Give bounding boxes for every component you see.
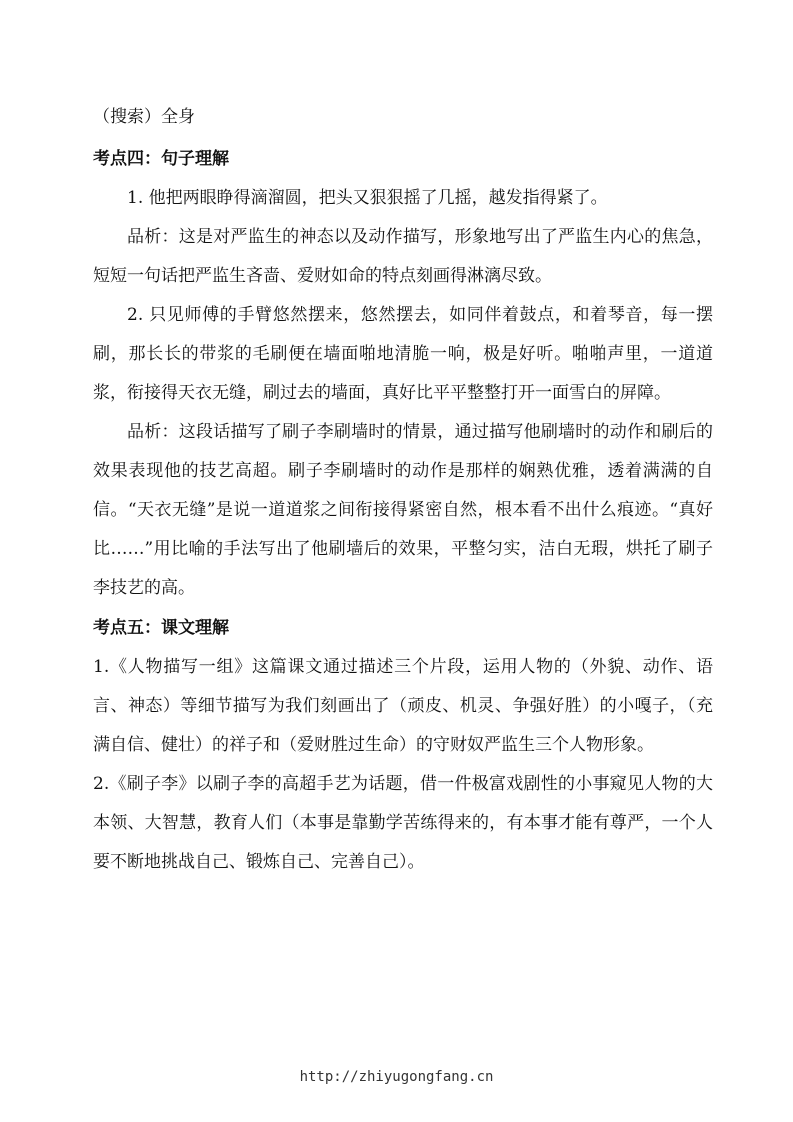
paragraph-5-1: 1.《人物描写一组》这篇课文通过描述三个片段，运用人物的（外貌、动作、语言、神态）等细节描写为我们刻画出了（顽皮、机灵、争强好胜）的小嘎子，（充满自信、健壮）的祥子和（爱财胜过生命）的守财奴严监生三个人物形象。	[93, 657, 713, 755]
section-heading-5: 考点五：课文理解	[93, 618, 229, 638]
footer-url: http://zhiyugongfang.cn	[299, 1069, 494, 1085]
text-line-search: （搜索）全身	[93, 107, 195, 127]
document-body	[93, 139, 713, 882]
paragraph-4-1: 1. 他把两眼睁得滴溜圆，把头又狠狠摇了几摇，越发指得紧了。	[127, 188, 608, 208]
paragraph-4-analysis-2: 品析：这段话描写了刷子李刷墙时的情景，通过描写他刷墙时的动作和刷后的效果表现他的技艺高超。刷子李刷墙时的动作是那样的娴熟优雅，透着满满的自信。“天衣无缝”是说一道道浆之间衔接得紧密自然，根本看不出什么痕迹。“真好比……”用比喻的手法写出了他刷墙后的效果，平整匀实，洁白无瑕，烘托了刷子李技艺的高。	[93, 422, 713, 598]
paragraph-4-2: 2. 只见师傅的手臂悠然摆来，悠然摆去，如同伴着鼓点，和着琴音，每一摆刷，那长长的带浆的毛刷便在墙面啪地清脆一响，极是好听。啪啪声里，一道道浆，衔接得天衣无缝，刷过去的墙面，真好比平平整整打开一面雪白的屏障。	[93, 305, 713, 403]
paragraph-5-2: 2.《刷子李》以刷子李的高超手艺为话题，借一件极富戏剧性的小事窥见人物的大本领、大智慧，教育人们（本事是靠勤学苦练得来的，有本事才能有尊严，一个人要不断地挑战自己、锻炼自己、完善自己）。	[93, 774, 713, 872]
section-heading-4: 考点四：句子理解	[93, 149, 229, 169]
paragraph-4-analysis-1: 品析：这是对严监生的神态以及动作描写，形象地写出了严监生内心的焦急，短短一句话把严监生吝啬、爱财如命的特点刻画得淋漓尽致。	[93, 227, 713, 286]
